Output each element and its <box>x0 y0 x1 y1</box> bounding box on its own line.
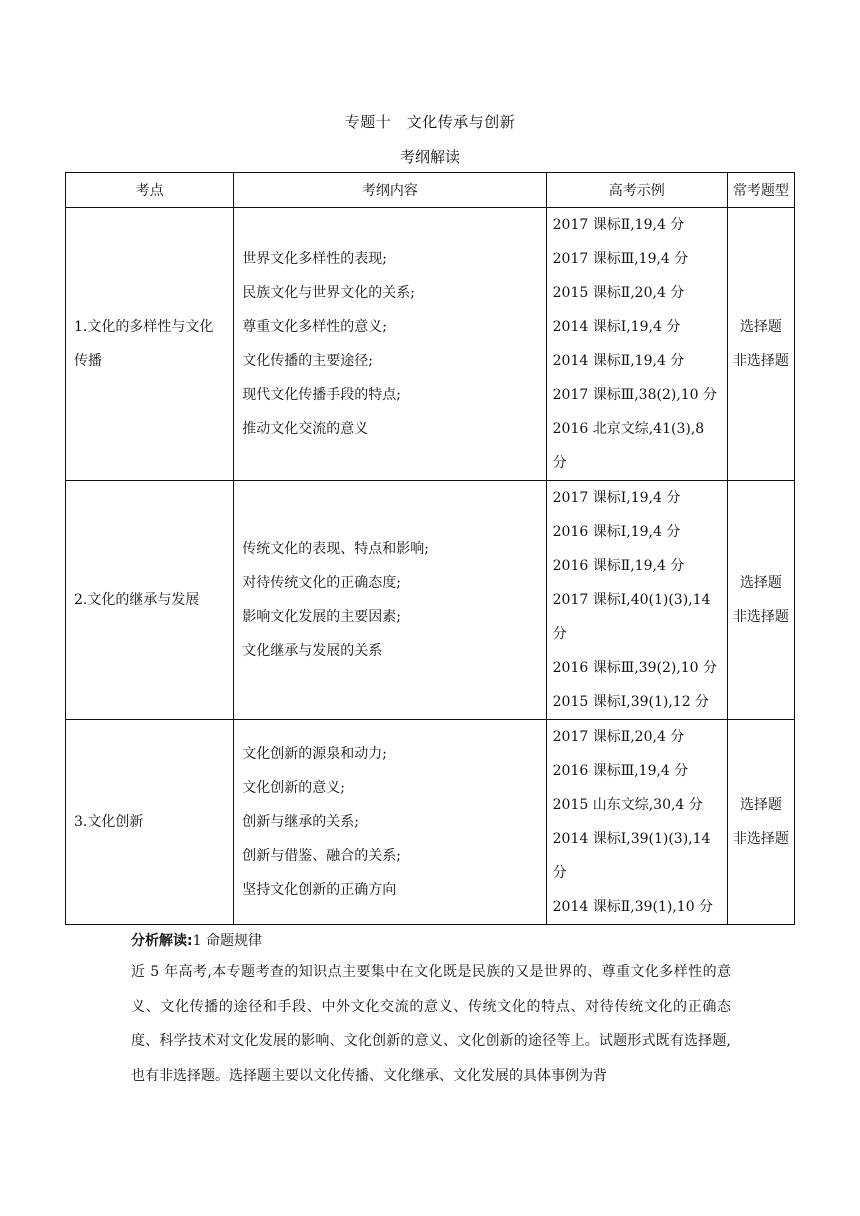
content-item: 对待传统文化的正确态度; <box>242 575 401 591</box>
content-item: 尊重文化多样性的意义; <box>242 319 387 335</box>
example-item: 2016 课标Ⅲ,39(2),10 分 <box>552 660 718 676</box>
example-item: 2017 课标Ⅲ,19,4 分 <box>552 251 689 267</box>
content-item: 文化创新的源泉和动力; <box>242 746 387 762</box>
content-item: 影响文化发展的主要因素; <box>242 609 401 625</box>
content-item: 文化继承与发展的关系 <box>242 643 383 659</box>
table-row <box>66 720 795 925</box>
analysis-paragraph: 近 5 年高考,本专题考查的知识点主要集中在文化既是民族的又是世界的、尊重文化多样性的意义、文化传播的途径和手段、中外文化交流的意义、传统文化的特点、对待传统文化的正确态度、科学技术对文化发展的影响、文化创新的意义、文化创新的途径等上。试题形式既有选择题,也有非选择题。选择题主要以文化传播、文化继承、文化发展的具体事例为背 <box>131 964 731 1084</box>
content-cell <box>234 720 546 925</box>
syllabus-table <box>65 172 795 925</box>
table-header-row <box>66 173 795 208</box>
content-cell <box>234 481 546 720</box>
examples-cell <box>546 208 727 481</box>
example-item: 2017 课标Ⅲ,38(2),10 分 <box>552 387 718 403</box>
example-item: 2014 课标Ⅰ,19,4 分 <box>552 319 681 335</box>
page-subtitle: 考纲解读 <box>399 148 460 166</box>
question-type: 选择题 <box>739 797 782 813</box>
example-item: 2017 课标Ⅰ,19,4 分 <box>552 490 681 506</box>
example-item: 2016 课标Ⅰ,19,4 分 <box>552 524 681 540</box>
question-type: 非选择题 <box>732 353 789 369</box>
content-item: 创新与继承的关系; <box>242 814 359 830</box>
header-content: 考纲内容 <box>234 173 546 208</box>
header-question-type: 常考题型 <box>727 173 794 208</box>
topic-cell: 2.文化的继承与发展 <box>66 481 234 720</box>
example-item: 2014 课标Ⅱ,19,4 分 <box>552 353 685 369</box>
examples-cell <box>546 720 727 925</box>
analysis-heading <box>131 927 731 955</box>
question-type: 非选择题 <box>732 609 789 625</box>
question-type: 选择题 <box>739 575 782 591</box>
content-item: 文化传播的主要途径; <box>242 353 373 369</box>
example-item: 2014 课标Ⅰ,39(1)(3),14 分 <box>552 831 711 881</box>
content-cell <box>234 208 546 481</box>
example-item: 2016 课标Ⅱ,19,4 分 <box>552 558 685 574</box>
question-type-cell <box>727 720 794 925</box>
example-item: 2016 课标Ⅲ,19,4 分 <box>552 763 689 779</box>
analysis-section <box>131 927 731 1093</box>
table-row <box>66 481 795 720</box>
content-item: 传统文化的表现、特点和影响; <box>242 541 429 557</box>
content-item: 世界文化多样性的表现; <box>242 251 387 267</box>
example-item: 2017 课标Ⅱ,19,4 分 <box>552 217 685 233</box>
content-item: 坚持文化创新的正确方向 <box>242 882 397 898</box>
example-item: 2015 课标Ⅱ,20,4 分 <box>552 285 685 301</box>
topic-cell: 1.文化的多样性与文化传播 <box>66 208 234 481</box>
content-item: 民族文化与世界文化的关系; <box>242 285 415 301</box>
examples-cell <box>546 481 727 720</box>
example-item: 2015 山东文综,30,4 分 <box>552 797 703 813</box>
topic-cell: 3.文化创新 <box>66 720 234 925</box>
header-topic: 考点 <box>66 173 234 208</box>
example-item: 2014 课标Ⅱ,39(1),10 分 <box>552 899 714 915</box>
example-item: 2017 课标Ⅰ,40(1)(3),14 分 <box>552 592 711 642</box>
example-item: 2016 北京文综,41(3),8 分 <box>552 421 705 471</box>
example-item: 2017 课标Ⅱ,20,4 分 <box>552 729 685 745</box>
example-item: 2015 课标Ⅰ,39(1),12 分 <box>552 694 710 710</box>
header-examples: 高考示例 <box>546 173 727 208</box>
question-type: 选择题 <box>739 319 782 335</box>
analysis-label: 分析解读: <box>131 933 193 949</box>
content-item: 推动文化交流的意义 <box>242 421 369 437</box>
question-type: 非选择题 <box>732 831 789 847</box>
content-item: 现代文化传播手段的特点; <box>242 387 401 403</box>
table-row <box>66 208 795 481</box>
content-item: 创新与借鉴、融合的关系; <box>242 848 401 864</box>
page-title: 专题十 文化传承与创新 <box>344 113 516 131</box>
question-type-cell <box>727 481 794 720</box>
question-type-cell <box>727 208 794 481</box>
analysis-subheading: 1 命题规律 <box>192 933 262 949</box>
content-item: 文化创新的意义; <box>242 780 345 796</box>
